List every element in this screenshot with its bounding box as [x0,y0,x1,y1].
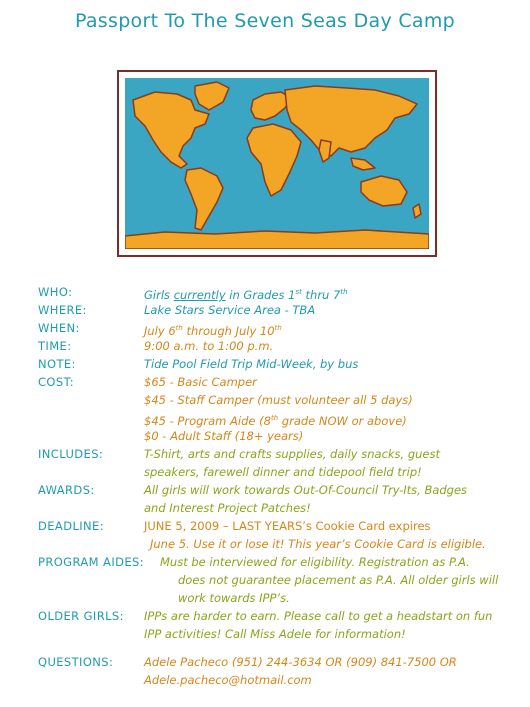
older-girls-label: OLDER GIRLS: [38,609,124,623]
questions-label: QUESTIONS: [38,655,114,669]
page-title: Passport To The Seven Seas Day Camp [74,10,456,32]
program-aides-line1: Must be interviewed for eligibility. Registration as P.A. [160,555,470,569]
who-value: Girls currently in Grades 1st thru 7th [144,287,348,302]
when-label: WHEN: [38,321,80,335]
program-aides-line2: does not guarantee placement as P.A. All older girls will [178,573,499,587]
older-girls-line1: IPPs are harder to earn. Please call to get a headstart on fun [144,609,493,623]
note-value: Tide Pool Field Trip Mid-Week, by bus [144,357,359,371]
cost-aide: $45 - Program Aide (8th grade NOW or above) [144,413,407,428]
includes-line2: speakers, farewell dinner and tidepool field trip! [144,465,422,479]
program-aides-label: PROGRAM AIDES: [38,555,145,569]
awards-line1: All girls will work towards Out-Of-Council Try-Its, Badges [144,483,468,497]
older-girls-line2: IPP activities! Call Miss Adele for information! [144,627,406,641]
when-value: July 6th through July 10th [144,323,282,338]
time-label: TIME: [38,339,72,353]
where-label: WHERE: [38,303,87,317]
deadline-line2: June 5. Use it or lose it! This year’s Cookie Card is eligible. [150,537,486,551]
deadline-line1: JUNE 5, 2009 – LAST YEARS’s Cookie Card expires [144,519,431,533]
awards-line2: and Interest Project Patches! [144,501,311,515]
includes-label: INCLUDES: [38,447,104,461]
questions-email[interactable]: Adele.pacheco@hotmail.com [144,673,312,687]
deadline-label: DEADLINE: [38,519,104,533]
program-aides-line3: work towards IPP’s. [178,591,290,605]
who-label: WHO: [38,285,73,299]
cost-adult: $0 - Adult Staff (18+ years) [144,429,304,443]
includes-line1: T-Shirt, arts and crafts supplies, daily snacks, guest [144,447,441,461]
note-label: NOTE: [38,357,76,371]
cost-basic: $65 - Basic Camper [144,375,257,389]
questions-contact: Adele Pacheco (951) 244-3634 OR (909) 841-7500 OR [144,655,457,669]
where-value: Lake Stars Service Area - TBA [144,303,316,317]
time-value: 9:00 a.m. to 1:00 p.m. [144,339,274,353]
cost-staff: $45 - Staff Camper (must volunteer all 5 days) [144,393,413,407]
awards-label: AWARDS: [38,483,95,497]
cost-label: COST: [38,375,75,389]
